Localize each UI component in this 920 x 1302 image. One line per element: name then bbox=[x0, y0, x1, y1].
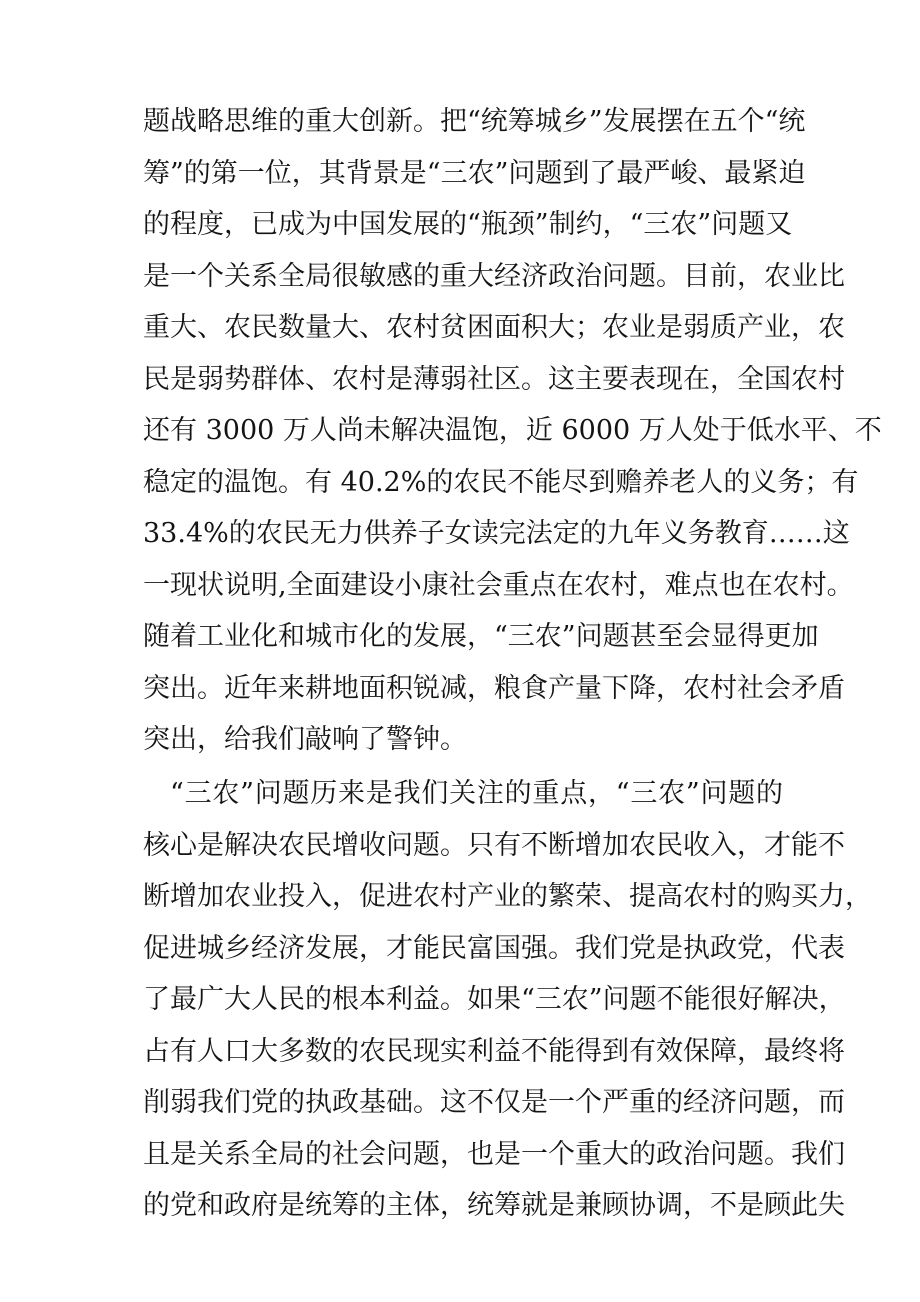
text-line: 的程度，已成为中国发展的“瓶颈”制约，“三农”问题又 bbox=[143, 209, 793, 240]
text-line: 一现状说明,全面建设小康社会重点在农村，难点也在农村。 bbox=[143, 570, 854, 601]
text-line: 了最广大人民的根本利益。如果“三农”问题不能很好解决， bbox=[143, 984, 846, 1015]
text-line: 题战略思维的重大创新。把“统筹城乡”发展摆在五个“统 bbox=[143, 106, 806, 137]
text-line: 且是关系全局的社会问题，也是一个重大的政治问题。我们 bbox=[143, 1139, 845, 1170]
text-line: 33.4%的农民无力供养子女读完法定的九年义务教育……这 bbox=[143, 518, 850, 549]
text-line: 稳定的温饱。有 40.2%的农民不能尽到赡养老人的义务；有 bbox=[143, 467, 859, 498]
text-line: 是一个关系全局很敏感的重大经济政治问题。目前，农业比 bbox=[143, 261, 845, 292]
text-line: 的党和政府是统筹的主体，统筹就是兼顾协调，不是顾此失 bbox=[143, 1190, 845, 1221]
text-line: 突出。近年来耕地面积锐减，粮食产量下降，农村社会矛盾 bbox=[143, 673, 845, 704]
text-line: 断增加农业投入，促进农村产业的繁荣、提高农村的购买力， bbox=[143, 881, 872, 912]
text-line: 核心是解决农民增收问题。只有不断增加农民收入，才能不 bbox=[143, 830, 845, 861]
text-line: 突出，给我们敲响了警钟。 bbox=[143, 724, 467, 755]
text-line: 随着工业化和城市化的发展，“三农”问题甚至会显得更加 bbox=[143, 621, 819, 652]
text-line: 还有 3000 万人尚未解决温饱，近 6000 万人处于低水平、不 bbox=[143, 415, 882, 446]
text-line: 重大、农民数量大、农村贫困面积大；农业是弱质产业，农 bbox=[143, 312, 845, 343]
text-line: 占有人口大多数的农民现实利益不能得到有效保障，最终将 bbox=[143, 1036, 845, 1067]
text-line: 促进城乡经济发展，才能民富国强。我们党是执政党，代表 bbox=[143, 933, 845, 964]
text-line: 削弱我们党的执政基础。这不仅是一个严重的经济问题，而 bbox=[143, 1087, 845, 1118]
text-line: 筹”的第一位，其背景是“三农”问题到了最严峻、最紧迫 bbox=[143, 158, 806, 189]
text-line: 民是弱势群体、农村是薄弱社区。这主要表现在，全国农村 bbox=[143, 364, 845, 395]
text-line: “三农”问题历来是我们关注的重点，“三农”问题的 bbox=[170, 778, 783, 809]
